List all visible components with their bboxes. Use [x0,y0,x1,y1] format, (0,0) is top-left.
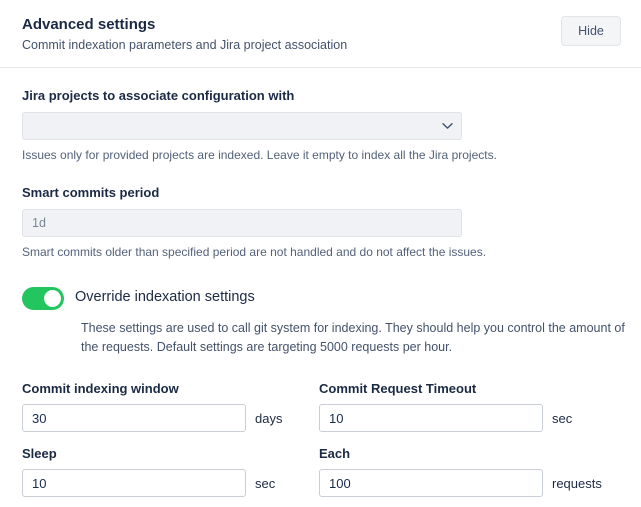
commit-indexing-window-label: Commit indexing window [22,381,179,396]
sleep-input[interactable]: 10 [22,469,246,497]
commit-request-timeout-field [319,381,619,432]
panel-body [0,68,641,507]
commit-indexing-window-field [22,381,319,432]
override-toggle-row [22,286,619,310]
smart-commits-field [22,185,619,260]
override-indexation-toggle[interactable] [22,287,64,310]
indexation-fields-grid [22,381,619,497]
override-toggle-label: Override indexation settings [75,289,255,305]
smart-commits-input[interactable]: 1d [22,209,462,237]
smart-commits-label: Smart commits period [22,185,160,200]
override-description: These settings are used to call git system for indexing. They should help you control the amount of the requests. Default settings are targeting 5000 requests per hour. [81,321,625,354]
jira-projects-label: Jira projects to associate configuration with [22,88,295,103]
page-subtitle: Commit indexation parameters and Jira project association [22,38,348,52]
sleep-unit: sec [255,475,276,491]
commit-indexing-window-row [22,404,319,432]
commit-request-timeout-unit: sec [552,410,573,426]
commit-request-timeout-label: Commit Request Timeout [319,381,477,396]
smart-commits-helper: Smart commits older than specified period are not handled and do not affect the issues. [22,245,487,259]
toggle-knob [44,290,61,307]
jira-projects-helper: Issues only for provided projects are indexed. Leave it empty to index all the Jira projects. [22,148,497,162]
sleep-row [22,469,319,497]
commit-request-timeout-row [319,404,619,432]
each-input[interactable]: 100 [319,469,543,497]
panel-header [0,0,641,68]
commit-indexing-window-input[interactable]: 30 [22,404,246,432]
jira-projects-field [22,88,619,163]
jira-projects-select[interactable] [22,112,462,140]
header-texts [22,16,347,53]
each-row [319,469,619,497]
each-label: Each [319,446,351,461]
commit-request-timeout-input[interactable]: 10 [319,404,543,432]
each-unit: requests [552,475,602,491]
page-title: Advanced settings [22,16,156,33]
hide-button[interactable]: Hide [561,16,621,46]
sleep-label: Sleep [22,446,57,461]
sleep-field [22,446,319,497]
jira-projects-select-wrap [22,112,462,140]
each-field [319,446,619,497]
commit-indexing-window-unit: days [255,410,283,426]
